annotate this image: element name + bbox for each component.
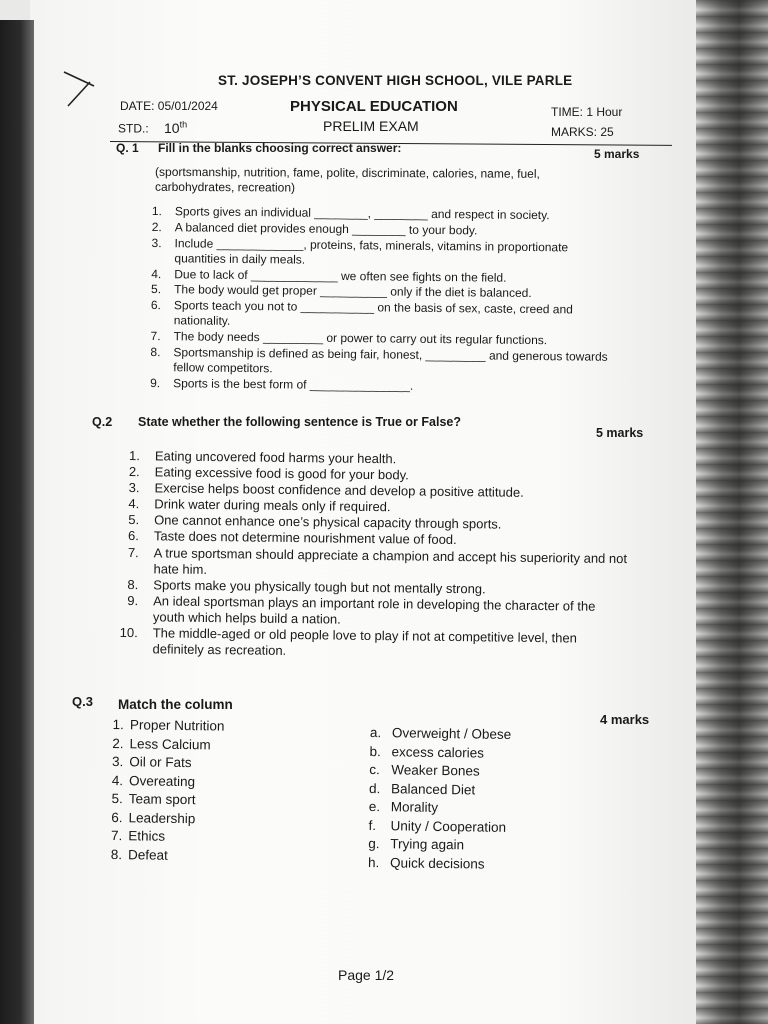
item-text: excess calories — [391, 743, 485, 761]
item-number: 3. — [128, 480, 140, 496]
item-number: 9. — [127, 592, 139, 608]
item-text: Sports is the best form of _______________. — [173, 376, 414, 393]
column-b-item — [369, 761, 511, 781]
q3-column-b — [368, 724, 511, 874]
q1-question-list — [148, 204, 609, 396]
q3-column-a — [108, 716, 225, 866]
item-text-continued: fellow competitors. — [173, 360, 273, 376]
column-a-item — [109, 790, 224, 810]
item-text: Oil or Fats — [129, 754, 192, 771]
item-text: Eating excessive food is good for your body. — [154, 464, 409, 483]
column-b-item — [370, 724, 512, 744]
date-value: 05/01/2024 — [157, 99, 218, 113]
item-text: Balanced Diet — [390, 780, 476, 797]
item-text-continued: hate him. — [153, 560, 208, 577]
item-text: A balanced diet provides enough ________ to your body. — [174, 220, 478, 238]
item-text: Trying again — [390, 836, 465, 853]
column-b-item — [368, 835, 510, 855]
item-text: Sports teach you not to ___________ on the basis of sex, caste, creed and — [173, 298, 573, 317]
item-text: Weaker Bones — [391, 762, 480, 779]
item-number: a. — [369, 724, 382, 741]
item-number: 8. — [110, 846, 123, 862]
column-a-item — [108, 845, 223, 865]
item-text: Morality — [390, 799, 439, 815]
item-text: Exercise helps boost confidence and develop a positive attitude. — [154, 480, 524, 501]
page-number: Page 1/2 — [338, 967, 395, 983]
item-number: d. — [369, 780, 381, 796]
item-number: 1. — [151, 204, 162, 219]
item-text-continued: youth which helps build a nation. — [152, 609, 341, 627]
item-number: 2. — [112, 735, 124, 751]
item-text: Defeat — [127, 846, 168, 863]
item-number: c. — [369, 761, 380, 778]
item-text: The body would get proper __________ only if the diet is balanced. — [174, 282, 532, 301]
q2-marks: 5 marks — [596, 426, 644, 440]
standard — [118, 119, 187, 136]
item-number: 9. — [150, 375, 161, 390]
item-text: Sportsmanship is defined as being fair, honest, _________ and generous towards — [173, 345, 608, 364]
school-name: ST. JOSEPH’S CONVENT HIGH SCHOOL, VILE PARLE — [218, 73, 573, 88]
item-text: Team sport — [128, 791, 196, 808]
item-text: Ethics — [128, 828, 166, 844]
std-label: STD.: — [118, 121, 149, 136]
column-a-item — [109, 771, 224, 791]
q1-marks: 5 marks — [594, 147, 640, 161]
item-text: Drink water during meals only if required. — [154, 496, 391, 515]
item-text: Overweight / Obese — [391, 725, 512, 742]
q2-number: Q.2 — [92, 415, 113, 429]
q1-number: Q. 1 — [116, 141, 139, 155]
item-text: The middle-aged or old people love to play if not at competitive level, then — [152, 625, 578, 646]
column-a-item — [108, 808, 223, 828]
item-number: 5. — [151, 282, 162, 297]
item-text: Less Calcium — [129, 735, 211, 752]
item-text: The body needs _________ or power to carry out its regular functions. — [173, 329, 548, 348]
column-a-item — [110, 716, 225, 736]
item-number: g. — [368, 835, 380, 852]
q1-title: Fill in the blanks choosing correct answer: — [158, 141, 402, 155]
item-number: 8. — [150, 345, 161, 360]
item-text: One cannot enhance one’s physical capacity through sports. — [154, 512, 502, 532]
item-number: 7. — [150, 329, 161, 344]
item-number: 2. — [128, 464, 140, 480]
item-number: h. — [367, 854, 380, 870]
column-b-item — [369, 798, 511, 818]
item-text: An ideal sportsman plays an important role in developing the character of the — [153, 593, 596, 614]
q2-question-list — [119, 448, 628, 663]
item-text: Eating uncovered food harms your health. — [154, 448, 397, 467]
item-number: 7. — [127, 544, 139, 560]
column-a-item — [109, 734, 224, 754]
item-number: 8. — [127, 576, 139, 592]
item-number: b. — [369, 743, 381, 759]
column-b-item — [369, 742, 511, 762]
item-text-continued: quantities in daily meals. — [174, 250, 306, 267]
item-text: Sports gives an individual ________, ________ and respect in society. — [174, 204, 550, 223]
item-number: 3. — [111, 754, 124, 770]
std-value: 10th — [164, 119, 188, 136]
column-a-item — [108, 827, 223, 847]
column-b-item — [368, 853, 510, 873]
page-edge-shadow — [0, 20, 34, 1024]
item-number: 1. — [112, 717, 124, 733]
total-marks: MARKS: 25 — [551, 125, 614, 139]
item-number: e. — [368, 798, 381, 815]
item-number: 5. — [128, 512, 140, 528]
item-text-continued: nationality. — [173, 313, 231, 329]
item-number: 4. — [151, 266, 162, 281]
item-text: Quick decisions — [389, 854, 485, 872]
item-text: Due to lack of _____________ we often see fights on the field. — [174, 266, 507, 285]
q2-title: State whether the following sentence is True or False? — [138, 415, 461, 429]
subject-title: PHYSICAL EDUCATION — [290, 98, 458, 115]
item-number: 4. — [128, 496, 140, 512]
column-b-item — [369, 779, 511, 799]
binder-spiral — [696, 0, 768, 1024]
pen-mark-icon — [60, 70, 100, 110]
exam-date — [120, 99, 218, 113]
item-number: 4. — [111, 772, 124, 788]
date-label: DATE: — [120, 99, 155, 113]
item-text: Overeating — [128, 772, 196, 789]
item-number: 6. — [150, 298, 162, 313]
item-text: Unity / Cooperation — [390, 817, 507, 835]
item-number: f. — [368, 817, 377, 833]
item-number: 6. — [127, 528, 140, 544]
q1-item — [148, 376, 607, 395]
q3-marks: 4 marks — [600, 712, 650, 727]
item-text: Taste does not determine nourishment value of food. — [153, 528, 457, 548]
column-a-item — [109, 753, 224, 773]
item-text: Sports make you physically tough but not mentally strong. — [153, 577, 486, 597]
q1-word-options: (sportsmanship, nutrition, fame, polite, discriminate, calories, name, fuel, carbohydrates, recreation) — [154, 164, 540, 195]
item-number: 2. — [151, 219, 162, 235]
item-text: A true sportsman should appreciate a champion and accept his superiority and not — [153, 544, 628, 566]
item-text-continued: definitely as recreation. — [152, 641, 287, 659]
item-text: Proper Nutrition — [129, 717, 225, 734]
item-number: 10. — [119, 624, 138, 641]
q3-number: Q.3 — [72, 694, 93, 709]
exam-time: TIME: 1 Hour — [551, 105, 623, 119]
item-number: 3. — [151, 235, 162, 250]
item-number: 6. — [111, 809, 123, 825]
item-text: Leadership — [128, 809, 196, 826]
item-number: 7. — [110, 828, 123, 844]
item-number: 1. — [128, 448, 140, 464]
column-b-item — [368, 816, 510, 836]
exam-name: PRELIM EXAM — [323, 118, 419, 134]
q3-title: Match the column — [118, 697, 233, 712]
item-text: Include _____________, proteins, fats, minerals, vitamins in proportionate — [174, 236, 569, 255]
item-number: 5. — [111, 791, 123, 807]
